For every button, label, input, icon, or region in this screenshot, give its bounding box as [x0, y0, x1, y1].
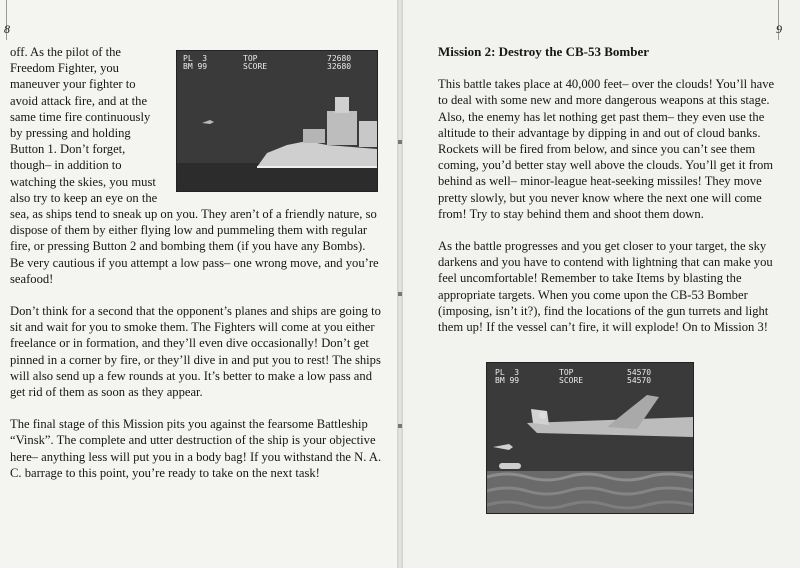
left-paragraph-3: The final stage of this Mission pits you against the fearsome Battleship “Vinsk”. The complete and utter destruction of the ship is your objective here– anything less will put you in a body bag! If you withstand the N. A. C. barrage to this point, you’re ready to take on the next task! [10, 417, 382, 480]
hud-top-score-label-2: TOP SCORE [559, 368, 584, 385]
binding-mark [398, 424, 402, 428]
page-number-left: 8 [4, 22, 10, 36]
mission-2-title: Mission 2: Destroy the CB-53 Bomber [438, 44, 649, 59]
hud-player-bombs-2: PL 3 BM 99 [495, 368, 520, 385]
hud-score-values: 72680 32680 [327, 54, 352, 71]
binding-mark [398, 140, 402, 144]
binding-mark [398, 292, 402, 296]
battleship-screenshot [176, 50, 378, 192]
bomber-screenshot [486, 362, 694, 514]
page-number-right: 9 [776, 22, 782, 36]
right-paragraph-1: This battle takes place at 40,000 feet– over the clouds! You’ll have to deal with some new and more dangerous weapons at this stage. Also, the enemy has let nothing get past them– they even use the altitude to their advantage by dipping in and out of cloud banks. Rockets will be fired from below, and since you can’t see them coming, you’d better stay well above the clouds. You’ll get it from behind as well– minor-league heat-seeking missiles! They move pretty slowly, but you never know where the next one will come from! Try to stay behind them and shoot them down. [438, 77, 775, 221]
battleship-scene [177, 71, 377, 191]
hud-top-score-label: TOP SCORE [243, 54, 268, 71]
left-paragraph-2: Don’t think for a second that the opponent’s planes and ships are going to sit and wait for you to smoke them. The Fighters will come at you either freelance or in formation, and they’ll even dive occasionally! Don’t get pinned in a corner by fire, or they’ll dive in and put you to rest! The ships will also send up a few rounds at you. It’s better to make a low pass and get rid of them as soon as they appear. [10, 304, 381, 400]
player-fighter-icon [493, 444, 513, 450]
missile-icon [499, 463, 521, 469]
fighter-plane-icon [202, 120, 214, 124]
hud-score-values-2: 54570 54570 [627, 368, 652, 385]
left-paragraph-1: off. As the pilot of the Freedom Fighter, you maneuver your fighter to avoid attack fire, and at the same time fire continuously by pressing and holding Button 1. Don’t forget, though– in addition to watching the skies, you must also try to keep an eye on the sea, as ships tend to sneak up on you. They aren’t of a friendly nature, so dispose of them by either flying low and pummeling them with regular fire, or pressing Button 2 and bombing them (if you have any Bombs). Be very cautious if you attempt a low pass– one wrong move, and you’re seafood! [10, 45, 379, 286]
battleship-tower [327, 111, 357, 145]
book-spine [397, 0, 403, 568]
bomber-scene [487, 387, 693, 513]
right-page-body [438, 44, 780, 351]
right-paragraph-2: As the battle progresses and you get closer to your target, the sky darkens and you have to contend with lightning that can make you feel uncomfortable! Remember to take Items by blasting the appropriate targets. When you come upon the CB-53 Bomber (imposing, isn’t it?), find the locations of the gun turrets and light them up! If the vessel can’t fire, it will explode! On to Mission 3! [438, 239, 773, 335]
hud-player-bombs: PL 3 BM 99 [183, 54, 208, 71]
